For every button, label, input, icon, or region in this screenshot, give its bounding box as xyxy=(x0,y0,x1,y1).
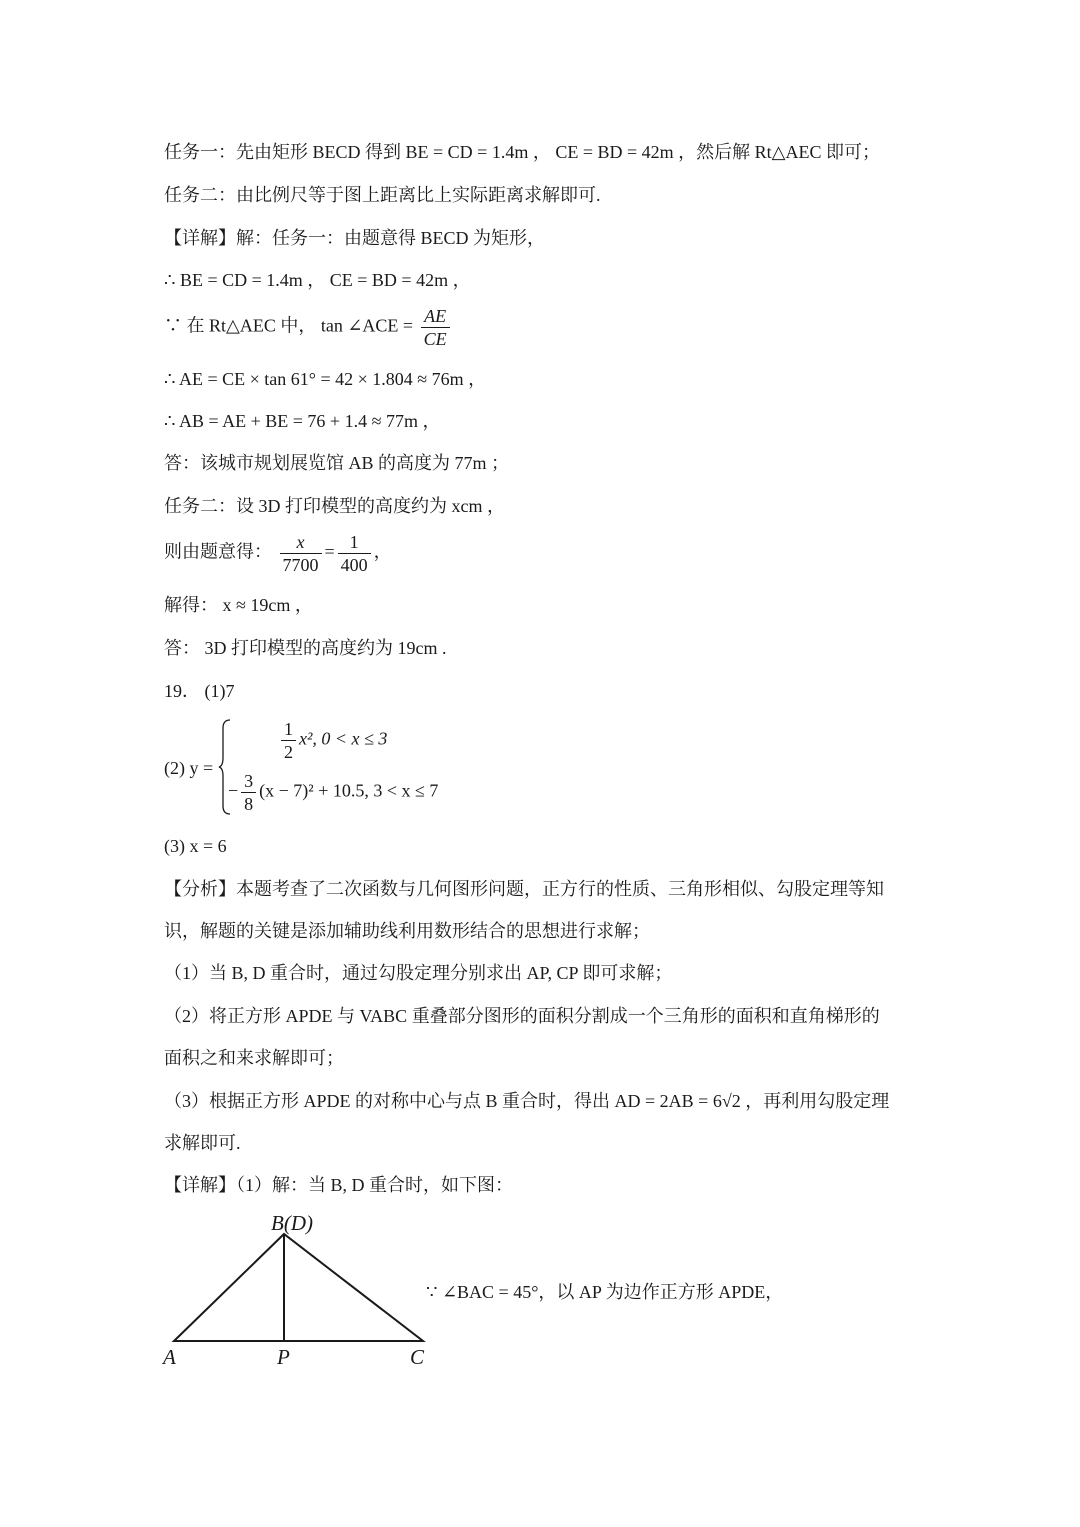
q19-part1: 19． (1)7 xyxy=(164,681,235,701)
fraction-x-7700: $\frac{x}{7700}$ xyxy=(280,531,322,576)
step-2-prefix: ∵ 在 Rt△AEC 中， tan ∠ACE = xyxy=(164,315,414,336)
detail-heading: 【详解】解：任务一：由题意得 BECD 为矩形， xyxy=(164,228,546,248)
step-2 xyxy=(164,305,453,350)
label-p: P xyxy=(277,1345,290,1369)
step-4: ∴ AB = AE + BE = 76 + 1.4 ≈ 77m ， xyxy=(164,411,441,431)
fraction-1-400: $\frac{1}{400}$ xyxy=(338,531,371,576)
label-b-d: B(D) xyxy=(271,1211,313,1235)
triangle-figure xyxy=(155,1205,445,1375)
analysis-point-2a: （2）将正方形 APDE 与 VABC 重叠部分图形的面积分割成一个三角形的面积和直角梯形的 xyxy=(164,1006,880,1026)
step-1: ∴ BE = CD = 1.4m ， CE = BD = 42m ， xyxy=(164,270,471,290)
analysis-point-2b: 面积之和来求解即可； xyxy=(164,1048,344,1068)
analysis-line-1: 【分析】本题考查了二次函数与几何图形问题，正方行的性质、三角形相似、勾股定理等知 xyxy=(164,879,884,899)
answer-1: 答：该城市规划展览馆 AB 的高度为 77m ； xyxy=(164,453,510,473)
task1-hint: 任务一：先由矩形 BECD 得到 BE = CD = 1.4m ， CE = BD = 42m ，然后解 Rt△AEC 即可； xyxy=(164,142,880,162)
label-a: A xyxy=(163,1345,176,1369)
analysis-point-3a: （3）根据正方形 APDE 的对称中心与点 B 重合时，得出 AD = 2AB = 6√2 ，再利用勾股定理 xyxy=(164,1091,890,1111)
solve-line: 解得： x ≈ 19cm ， xyxy=(164,595,313,615)
case-2: − $\frac{3}{8}$ (x − 7)² + 10.5, 3 < x ≤ 7 xyxy=(228,771,439,814)
figure-caption: ∵ ∠BAC = 45°，以 AP 为边作正方形 APDE， xyxy=(426,1282,784,1302)
tan-fraction: $\frac{AE}{CE}$ xyxy=(421,305,450,350)
label-c: C xyxy=(410,1345,425,1369)
task2-equation: 则由题意得： $\frac{x}{7700}$ = $\frac{1}{400}$ ， xyxy=(164,532,392,575)
q19-part3: (3) x = 6 xyxy=(164,836,227,856)
analysis-point-1: （1）当 B, D 重合时，通过勾股定理分别求出 AP, CP 即可求解； xyxy=(164,963,673,983)
analysis-line-2: 识，解题的关键是添加辅助线利用数形结合的思想进行求解； xyxy=(164,921,650,941)
task2-setup: 任务二：设 3D 打印模型的高度约为 xcm ， xyxy=(164,496,505,516)
analysis-point-3b: 求解即可. xyxy=(164,1133,241,1153)
answer-2: 答： 3D 打印模型的高度约为 19cm . xyxy=(164,638,447,658)
case-1: $\frac{1}{2}$ x², 0 < x ≤ 3 xyxy=(278,718,387,763)
piecewise-prefix: (2) y = xyxy=(164,758,214,778)
detail2-heading: 【详解】（1）解：当 B, D 重合时，如下图： xyxy=(164,1175,514,1195)
step-3: ∴ AE = CE × tan 61° = 42 × 1.804 ≈ 76m ， xyxy=(164,369,487,389)
task2-hint: 任务二：由比例尺等于图上距离比上实际距离求解即可. xyxy=(164,185,601,205)
